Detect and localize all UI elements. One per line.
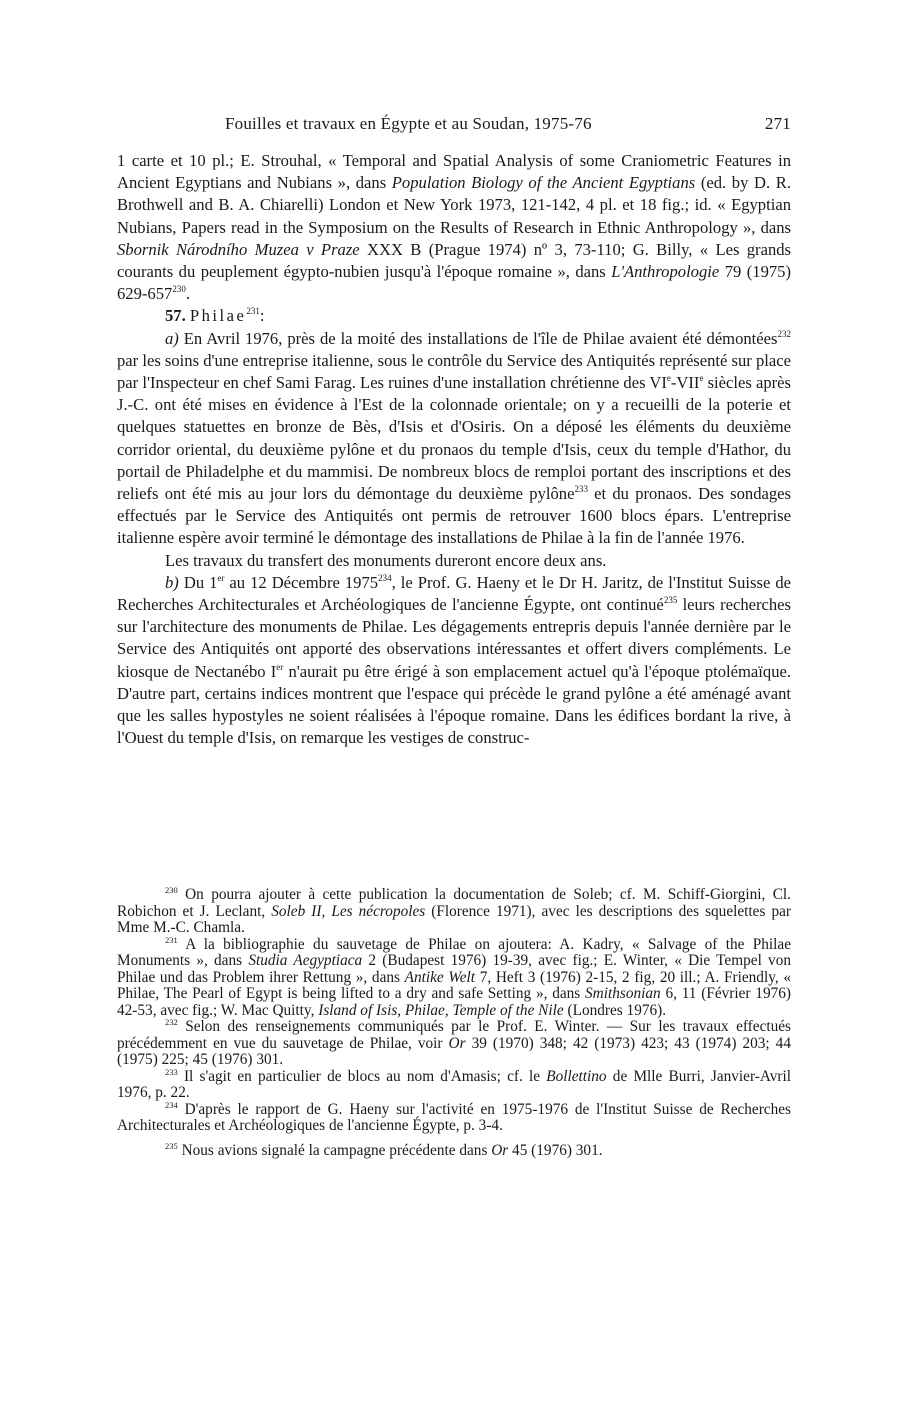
footnotes [117,887,791,1159]
footnote-ref-232[interactable]: 232 [777,328,791,339]
footnote-232: $^{232}$ Selon des renseignements communiqués par le Prof. E. Winter. — Sur les travaux effectués précédemment en vue du sauvetage de Philae, voir Or 39 (1970) 348; 42 (1973) 423; 43 (1974) 203; 44 (1975) 225; 45 (1976) 301. [117,1017,791,1068]
footnote-233: $^{233}$ Il s'agit en particulier de blocs au nom d'Amasis; cf. le Bollettino de Mlle Burri, Janvier-Avril 1976, p. 22. [117,1066,792,1101]
footnote-ref-230[interactable]: 230 [172,284,186,295]
footnote-235: $^{235}$ Nous avions signalé la campagne précédente dans Or 45 (1976) 301. [165,1140,603,1159]
footnote-234: $^{234}$ D'après le rapport de G. Haeny sur l'activité en 1975-1976 de l'Institut Suisse de Recherches Architecturales et Archéologiques de l'ancienne Égypte, p. 3-4. [117,1099,791,1134]
running-title: Fouilles et travaux en Égypte et au Soudan, 1975-76 [225,114,592,133]
running-header [117,114,791,134]
page-number: 271 [764,114,791,133]
footnote-231: $^{231}$ A la bibliographie du sauvetage de Philae on ajoutera: A. Kadry, « Salvage of the Philae Monuments », dans Studia Aegyptiaca 2 (Budapest 1976) 19-39, avec fig.; E. Winter, « Die Tempel von Philae und das Problem ihrer Rettung », dans Antike Welt 7, Heft 3 (1976) 2-15, 2 fig, 20 ill.; A. Friendly, « Philae, The Pearl of Egypt is being lifted to a dry and safe Setting », dans Smithsonian 6, 11 (Février 1976) 42-53, avec fig.; W. Mac Quitty, Island of Isis, Philae, Temple of the Nile (Londres 1976). [117,934,791,1019]
footnote-ref-233[interactable]: 233 [574,484,588,495]
paragraph-a-continued: Les travaux du transfert des monuments dureront encore deux ans. [165,550,607,570]
main-text [117,150,791,749]
section-title: Philae [189,306,247,326]
footnote-ref-235[interactable]: 235 [663,595,678,606]
paragraph-b: b) Du 1er au 12 Décembre 1975$^{234}$, le Prof. G. Haeny et le Dr H. Jaritz, de l'Institut Suisse de Recherches Architecturales et Archéologiques de l'ancienne Égypte, ont continué$^{235}$ leurs recherches sur l'architecture des monuments de Philae. Les dégagements entrepris depuis l'année dernière par le Service des Antiquités ont apporté des observations intéressantes et offert divers compléments. Le kiosque de Nectanébo Ier n'aurait pu être érigé à son emplacement actuel qu'à l'époque ptolémaïque. D'autre part, certains indices montrent que l'espace qui précède le grand pylône a été aménagé avant que les salles hypostyles ne soient réalisées à l'époque romaine. Dans les édifices bordant la rive, à l'Ouest du temple d'Isis, on remarque les vestiges de construc- [117,572,792,748]
footnote-ref-231[interactable]: 231 [246,306,260,317]
paragraph-bibliography-continued: 1 carte et 10 pl.; E. Strouhal, « Temporal and Spatial Analysis of some Craniometric Features in Ancient Egyptians and Nubians », dans Population Biology of the Ancient Egyptians (ed. by D. R. Brothwell and B. A. Chiarelli) London et New York 1973, 121-142, 4 pl. et 18 fig.; id. « Egyptian Nubians, Papers read in the Symposium on the Results of Research in Ethnic Anthropology », dans Sbornik Národního Muzea v Praze XXX B (Prague 1974) nº 3, 73-110; G. Billy, « Les grands courants du peuplement égypto-nubien jusqu'à l'époque romaine », dans L'Anthropologie 79 (1975) $629-657^{230}$. [117,151,792,304]
footnote-ref-234[interactable]: 234 [378,572,392,583]
footnote-230: $^{230}$ On pourra ajouter à cette publication la documentation de Soleb; cf. M. Schiff-Giorgini, Cl. Robichon et J. Leclant, Soleb II, Les nécropoles (Florence 1971), avec les descriptions des squelettes par Mme M.-C. Chamla. [117,885,791,936]
section-heading-57: 57. Philae$^{231}$: [165,306,265,326]
paragraph-a: a) En Avril 1976, près de la moité des installations de l'île de Philae avaient été démontées$^{232}$ par les soins d'une entreprise italienne, sous le contrôle du Service des Antiquités représenté sur place par l'Inspecteur en chef Sami Farag. Les ruines d'une installation chrétienne des VIe-VIIe siècles après J.-C. ont été mises en évidence à l'Est de la colonnade orientale; on y a recueilli de la poterie et quelques statuettes en bronze de Bès, d'Isis et d'Osiris. On a déposé les éléments du deuxième corridor oriental, du deuxième pylône et du pronaos du temple d'Isis, ceux du temple d'Hathor, du portail de Philadelphe et du mammisi. De nombreux blocs de remploi portant des inscriptions et des reliefs ont été mis au jour lors du démontage du deuxième pylône$^{233}$ et du pronaos. Des sondages effectués par le Service des Antiquités ont permis de retrouver 1600 blocs épars. L'entreprise italienne espère avoir terminé le démontage des installations de Philae à la fin de l'année 1976. [117,328,791,548]
